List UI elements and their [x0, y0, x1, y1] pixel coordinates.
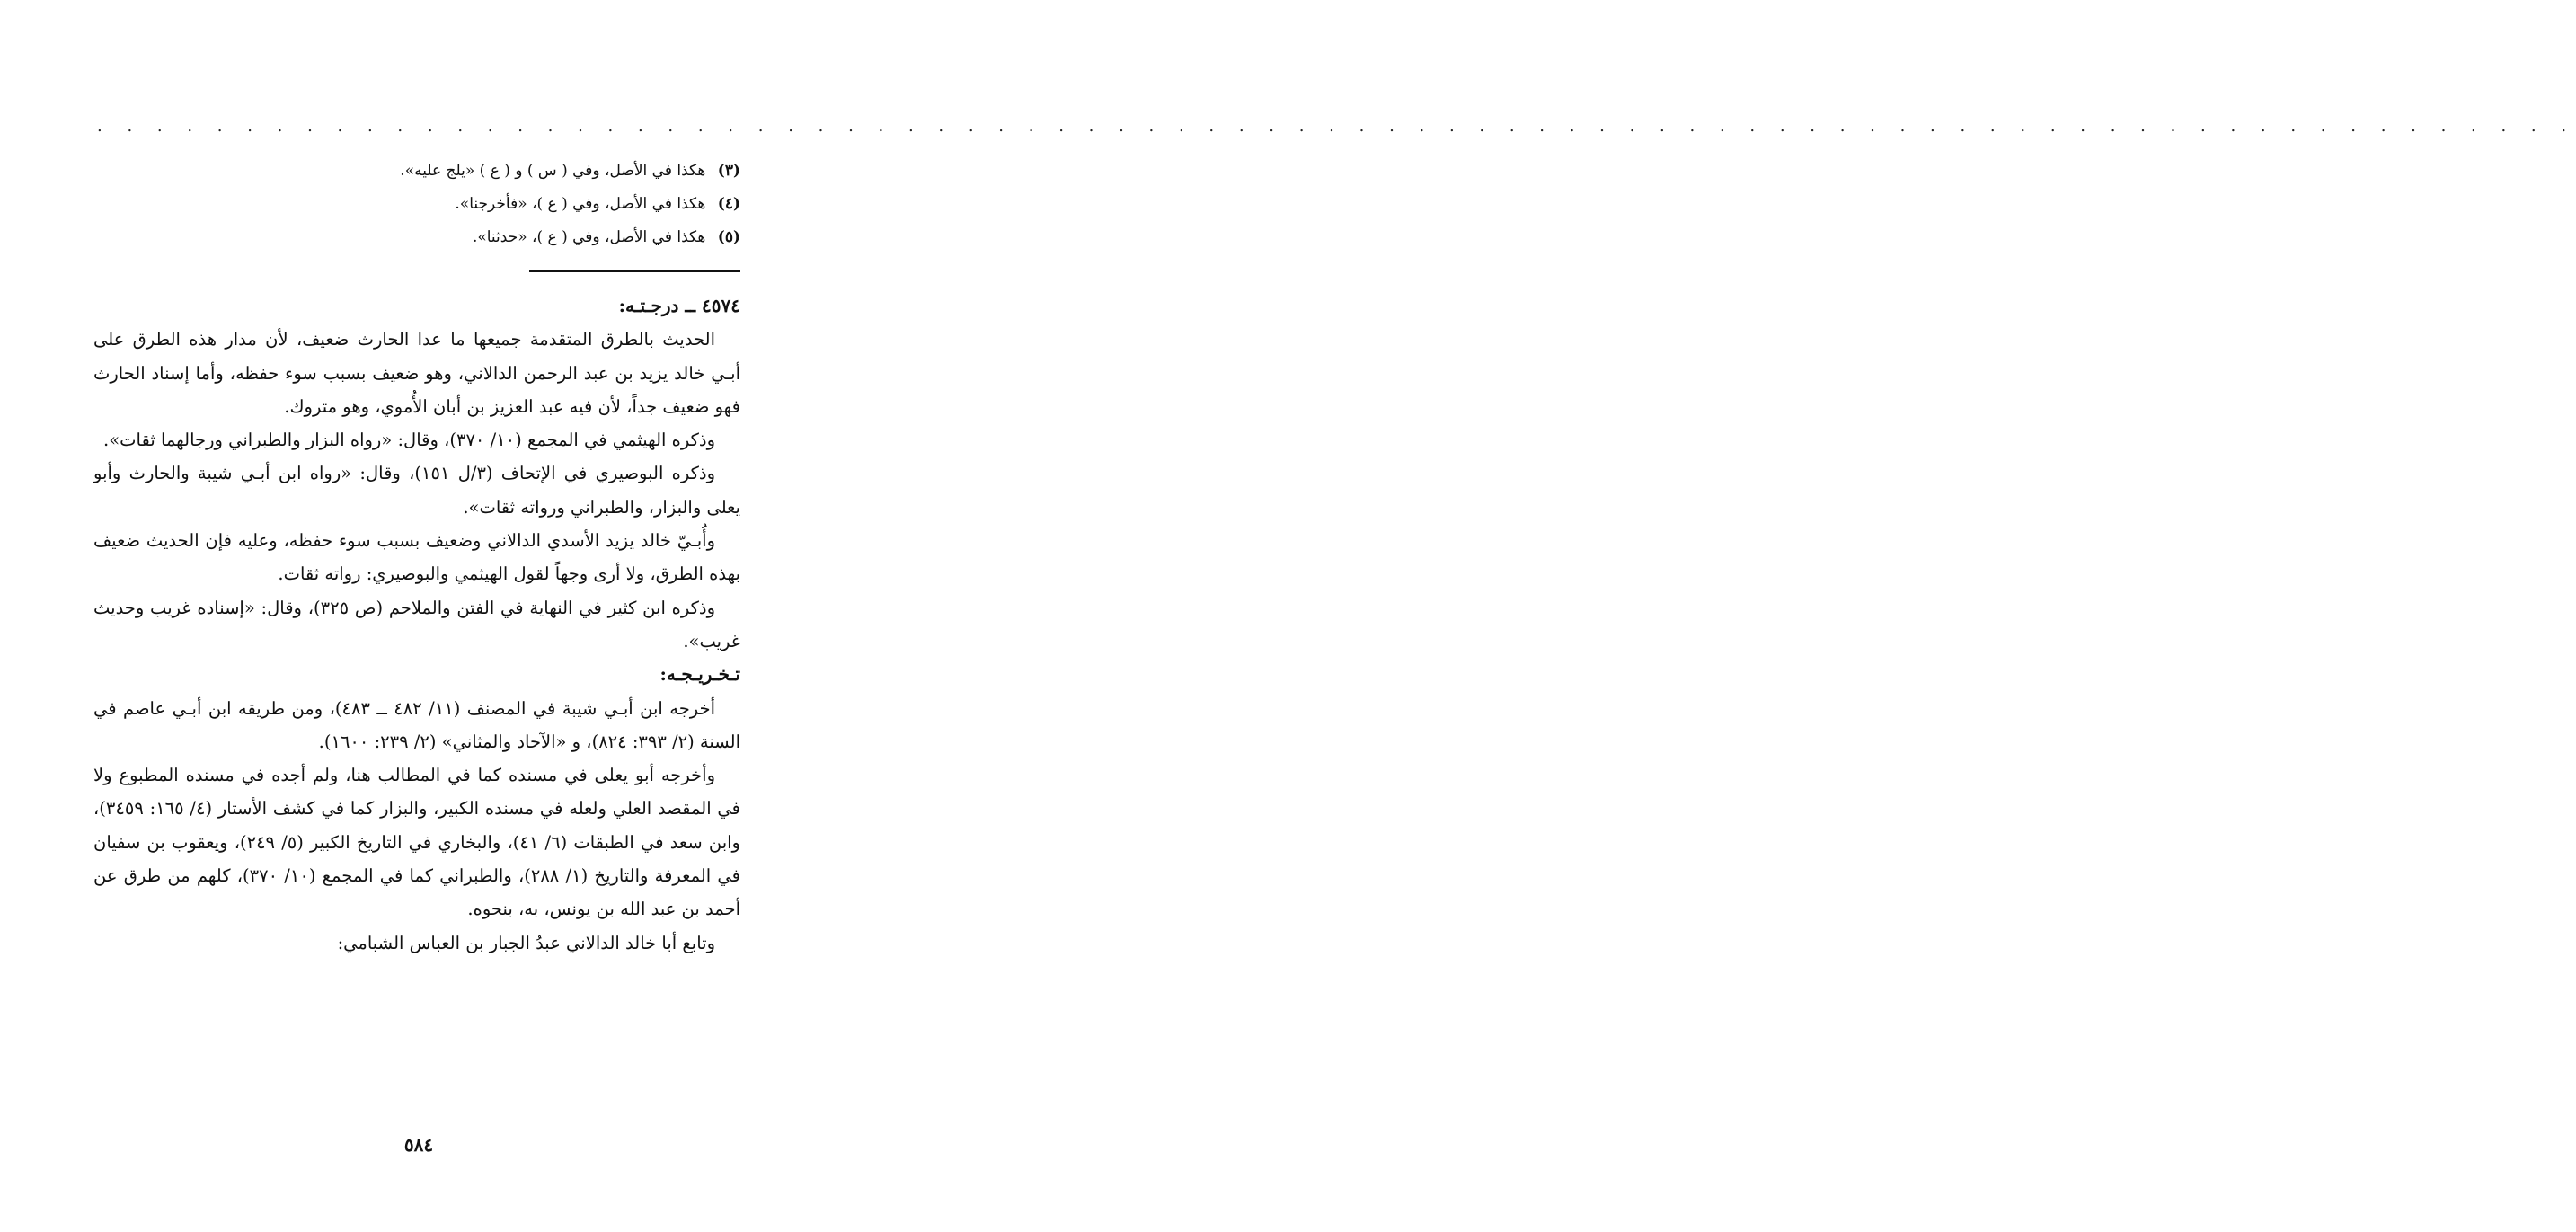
footnote-number: (٣)	[717, 162, 740, 180]
paragraph: وذكره ابن كثير في النهاية في الفتن والملاحم (ص ٣٢٥)، وقال: «إسناده غريب وحديث غريب».	[93, 597, 740, 651]
footnote-4	[93, 188, 740, 221]
page-number: ٥٨٤	[403, 1134, 434, 1156]
footnote-text: هكذا في الأصل، وفي ( ع )، «فأخرجنا».	[455, 195, 706, 213]
paragraph: الحديث بالطرق المتقدمة جميعها ما عدا الحارث ضعيف، لأن مدار هذه الطرق على أبـي خالد يزيد بن عبد الرحمن الدالاني، وهو ضعيف بسبب سوء حفظه، وأما إسناد الحارث فهو ضعيف جداً، لأن فيه عبد العزيز بن أبان الأُموي، وهو متروك.	[93, 329, 740, 417]
section-divider-rule	[529, 270, 740, 272]
paragraph: وأُبـيّ خالد يزيد الأسدي الدالاني وضعيف بسبب سوء حفظه، وعليه فإن الحديث ضعيف بهذه الطرق، ولا أرى وجهاً لقول الهيثمي والبوصيري: رواته ثقات.	[93, 530, 740, 585]
paragraph: وتابع أبا خالد الدالاني عبدُ الجبار بن العباس الشبامي:	[337, 932, 715, 953]
footnote-separator-dots: . . . . . . . . . . . . . . . . . . . . . . . . . . . . . . . . . . . . . . . . . . . . . . . . . . . . . . . . . . . . . . . . . . . . . . . . . . . . . . . . . . .	[97, 117, 2576, 136]
footnote-number: (٥)	[717, 228, 740, 246]
footnote-5	[93, 221, 740, 254]
section-heading-grade: ٤٥٧٤ ــ درجـتـه:	[618, 295, 740, 316]
paragraph: وأخرجه أبو يعلى في مسنده كما في المطالب هنا، ولم أجده في مسنده المطبوع ولا في المقصد العلي ولعله في مسنده الكبير، والبزار كما في كشف الأستار (٤/ ١٦٥: ٣٤٥٩)، وابن سعد في الطبقات (٦/ ٤١)، والبخاري في التاريخ الكبير (٥/ ٢٤٩)، ويعقوب بن سفيان في المعرفة والتاريخ (١/ ٢٨٨)، والطبراني كما في المجمع (١٠/ ٣٧٠)، كلهم من طرق عن أحمد بن عبد الله بن يونس، به، بنحوه.	[93, 765, 740, 920]
footnote-text: هكذا في الأصل، وفي ( ع )، «حدثنا».	[472, 228, 706, 246]
paragraph: وذكره الهيثمي في المجمع (١٠/ ٣٧٠)، وقال: «رواه البزار والطبراني ورجالهما ثقات».	[103, 430, 715, 451]
paragraph: أخرجه ابن أبـي شيبة في المصنف (١١/ ٤٨٢ ــ ٤٨٣)، ومن طريقه ابن أبـي عاصم في السنة (٢/ ٣٩٣: ٨٢٤)، و «الآحاد والمثاني» (٢/ ٢٣٩: ١٦٠٠).	[93, 697, 740, 752]
paragraph: وذكره البوصيري في الإتحاف (٣/ل ١٥١)، وقال: «رواه ابن أبـي شيبة والحارث وأبو يعلى والبزار، والطبراني ورواته ثقات».	[93, 463, 740, 518]
footnote-3	[93, 155, 740, 188]
footnote-number: (٤)	[717, 195, 740, 213]
section-heading-takhrij: تـخـريـجـه:	[659, 663, 740, 686]
footnotes-block	[93, 155, 740, 254]
footnote-text: هكذا في الأصل، وفي ( س ) و ( ع ) «يلج عليه».	[400, 162, 706, 180]
main-text	[93, 289, 740, 960]
